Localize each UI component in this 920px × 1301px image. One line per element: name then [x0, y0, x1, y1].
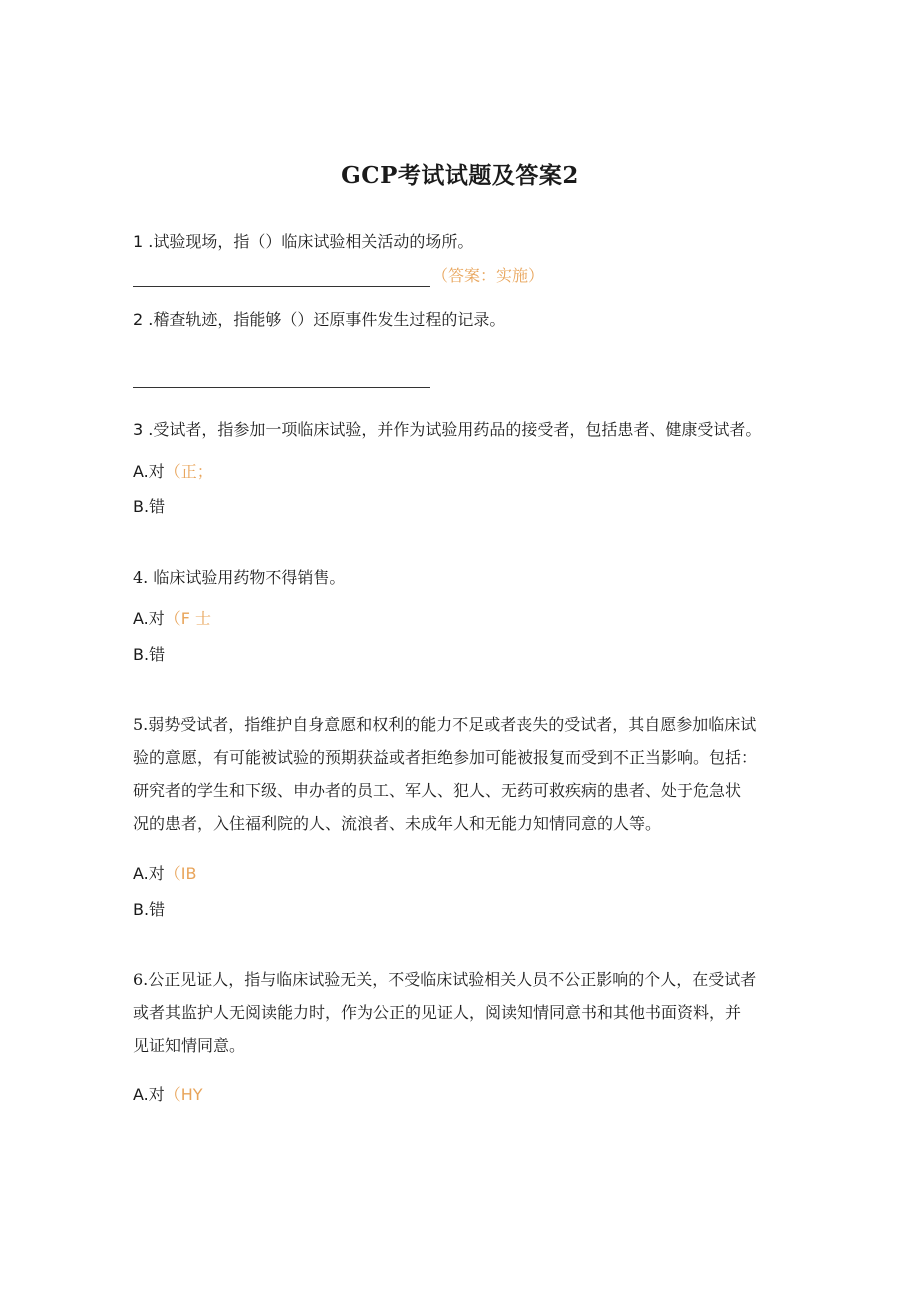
- question-5-option-a: [133, 863, 196, 885]
- question-3-option-a-label: A.对: [133, 462, 165, 481]
- question-3-option-b-label: B.错: [133, 497, 166, 516]
- question-6-option-a-label: A.对: [133, 1085, 165, 1104]
- question-3-option-a: [133, 461, 213, 483]
- question-5-line-3: 研究者的学生和下级、申办者的员工、军人、犯人、无药可救疾病的患者、处于危急状: [133, 781, 742, 800]
- question-1-number: 1: [133, 232, 144, 251]
- question-4-option-a-mark: （F 士: [164, 609, 212, 628]
- question-6: [133, 963, 795, 1062]
- question-5-option-b-label: B.错: [133, 900, 166, 919]
- question-3-option-b: [133, 496, 165, 518]
- question-4-text: 4. 临床试验用药物不得销售。: [133, 568, 346, 587]
- question-5-option-b: [133, 899, 165, 921]
- question-3: [133, 419, 761, 441]
- question-3-number: 3: [133, 420, 144, 439]
- question-1-answer-blank: [133, 286, 430, 287]
- question-5-line-1: 5.弱势受试者，指维护自身意愿和权利的能力不足或者丧失的受试者，其自愿参加临床试: [133, 715, 757, 734]
- question-4-option-a: [133, 608, 211, 630]
- question-4: [133, 567, 345, 589]
- question-6-option-a: [133, 1084, 203, 1106]
- question-6-line-3: 见证知情同意。: [133, 1036, 246, 1055]
- question-3-option-a-mark: （正；: [164, 462, 213, 481]
- question-1-answer: （答案：实施）: [432, 266, 545, 285]
- question-5-option-a-mark: （IB: [164, 864, 197, 883]
- question-2: [133, 309, 505, 331]
- question-2-text: .稽查轨迹，指能够（）还原事件发生过程的记录。: [148, 310, 506, 329]
- question-3-text: .受试者，指参加一项临床试验，并作为试验用药品的接受者，包括患者、健康受试者。: [148, 420, 762, 439]
- question-4-option-b: [133, 644, 165, 666]
- question-6-option-a-mark: （HY: [164, 1085, 203, 1104]
- question-4-option-b-label: B.错: [133, 645, 166, 664]
- question-5-option-a-label: A.对: [133, 864, 165, 883]
- question-1: [133, 231, 473, 253]
- question-6-line-2: 或者其监护人无阅读能力时，作为公正的见证人，阅读知情同意书和其他书面资料，并: [133, 1003, 742, 1022]
- question-6-line-1: 6.公正见证人，指与临床试验无关，不受临床试验相关人员不公正影响的个人，在受试者: [133, 970, 757, 989]
- document-title: GCP考试试题及答案2: [341, 162, 579, 189]
- question-2-answer-blank: [133, 387, 430, 388]
- question-5: [133, 708, 795, 840]
- question-5-line-2: 验的意愿，有可能被试验的预期获益或者拒绝参加可能被报复而受到不正当影响。包括：: [133, 748, 758, 767]
- question-1-text: .试验现场，指（）临床试验相关活动的场所。: [148, 232, 474, 251]
- question-4-option-a-label: A.对: [133, 609, 165, 628]
- question-5-line-4: 况的患者，入住福利院的人、流浪者、未成年人和无能力知情同意的人等。: [133, 814, 662, 833]
- question-2-number: 2: [133, 310, 144, 329]
